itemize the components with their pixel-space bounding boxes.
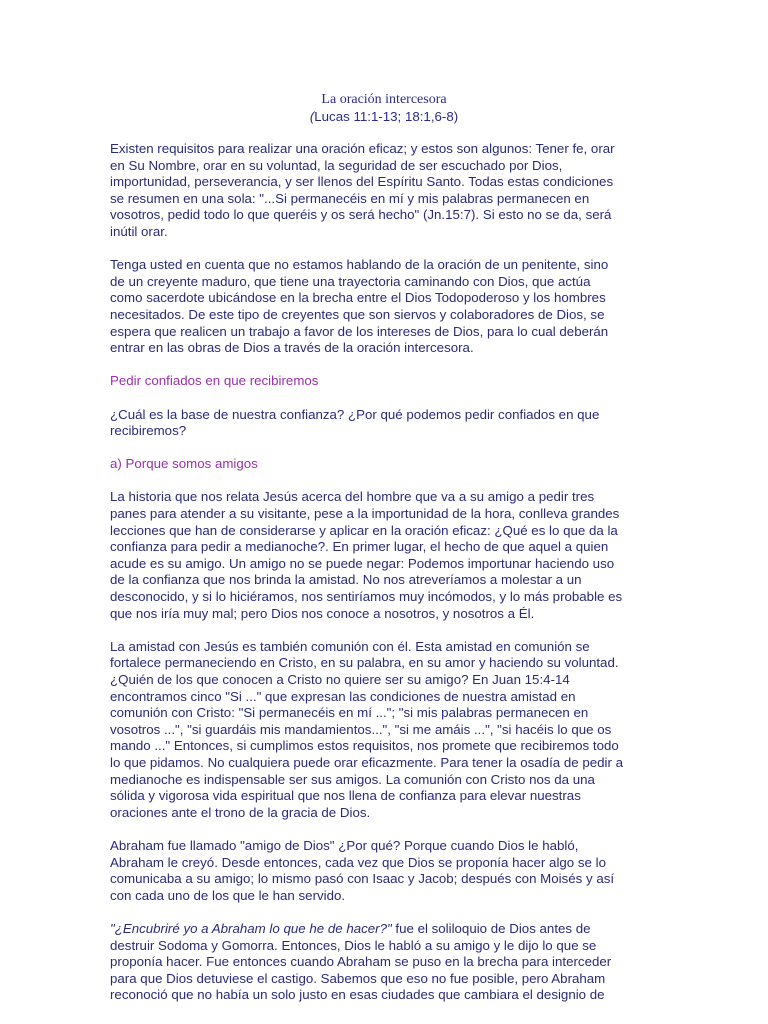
paragraph-encubrire-rest: fue el soliloquio de Dios antes de destruir Sodoma y Gomorra. Entonces, Dios le habló a su amigo y le dijo lo que se proponía hacer. Fue entonces cuando Abraham se puso en la brecha para interceder para que Dios detuviese el castigo. Sabemos que eso no fue posible, pero Abraham reconoció que no había un solo justo en esas ciudades que cambiara el designio de	[110, 920, 612, 1003]
page-subtitle	[0, 108, 768, 125]
document-body	[110, 141, 660, 1020]
paragraph-abraham-amigo: Abraham fue llamado "amigo de Dios" ¿Por qué? Porque cuando Dios le habló, Abraham le creyó. Desde entonces, cada vez que Dios se proponía hacer algo se lo comunicaba a su amigo; lo mismo pasó con Isaac y Jacob; después con Moisés y así con cada uno de los que le han servido.	[110, 837, 615, 903]
paragraph-requisitos: Existen requisitos para realizar una oración eficaz; y estos son algunos: Tener fe, orar en Su Nombre, orar en su voluntad, la seguridad de ser escuchado por Dios, importunidad, perseverancia, y ser llenos del Espíritu Santo. Todas estas condiciones se resumen en una sola: "...Si permanecéis en mí y mis palabras permanecen en vosotros, pedid todo lo que queréis y os será hecho" (Jn.15:7). Si esto no se da, será inútil orar.	[110, 141, 615, 239]
section-heading-pedir-confiados: Pedir confiados en que recibiremos	[110, 373, 319, 389]
section-heading-somos-amigos: a) Porque somos amigos	[110, 456, 258, 472]
subtitle-reference: Lucas 11:1-13; 18:1,6-8)	[314, 109, 459, 124]
subtitle-open-paren: (	[309, 109, 315, 124]
paragraph-historia-amigo: La historia que nos relata Jesús acerca del hombre que va a su amigo a pedir tres panes para atender a su visitante, pese a la importunidad de la hora, conlleva grandes lecciones que han de considerarse y aplicar en la oración eficaz: ¿Qué es lo que da la confianza para pedir a medianoche?. En primer lugar, el hecho de que aquel a quien acude es su amigo. Un amigo no se puede negar: Podemos importunar haciendo uso de la confianza que nos brinda la amistad. No nos atreveríamos a molestar a un desconocido, y si lo hiciéramos, nos sentiríamos muy incómodos, y lo más probable es que nos iría muy mal; pero Dios nos conoce a nosotros, y nosotros a Él.	[110, 489, 623, 621]
page-title: La oración intercesora	[321, 92, 447, 107]
quote-encubrire: "¿Encubriré yo a Abraham lo que he de hacer?"	[110, 920, 392, 936]
paragraph-base-confianza: ¿Cuál es la base de nuestra confianza? ¿Por qué podemos pedir confiados en que recibiremos?	[110, 406, 600, 439]
paragraph-creyente-maduro: Tenga usted en cuenta que no estamos hablando de la oración de un penitente, sino de un creyente maduro, que tiene una trayectoria caminando con Dios, que actúa como sacerdote ubicándose en la brecha entre el Dios Todopoderoso y los hombres necesitados. De este tipo de creyentes que son siervos y colaboradores de Dios, se espera que realicen un trabajo a favor de los intereses de Dios, para lo cual deberán entrar en las obras de Dios a través de la oración intercesora.	[110, 257, 609, 356]
paragraph-amistad-jesus: La amistad con Jesús es también comunión con él. Esta amistad en comunión se fortalece permaneciendo en Cristo, en su palabra, en su amor y haciendo su voluntad. ¿Quién de los que conocen a Cristo no quiere ser su amigo? En Juan 15:4-14 encontramos cinco "Si ..." que expresan las condiciones de nuestra amistad en comunión con Cristo: "Si permanecéis en mí ..."; "si mis palabras permanecen en vosotros ...", "si guardáis mis mandamientos...", "si me amáis ...", "si hacéis lo que os mando ..." Entonces, si cumplimos estos requisitos, nos promete que recibiremos todo lo que pidamos. No cualquiera puede orar eficazmente. Para tener la osadía de pedir a medianoche es indispensable ser sus amigos. La comunión con Cristo nos da una sólida y vigorosa vida espiritual que nos llena de confianza para elevar nuestras oraciones ante el trono de la gracia de Dios.	[110, 638, 623, 820]
paragraph-encubrire	[110, 921, 660, 1004]
